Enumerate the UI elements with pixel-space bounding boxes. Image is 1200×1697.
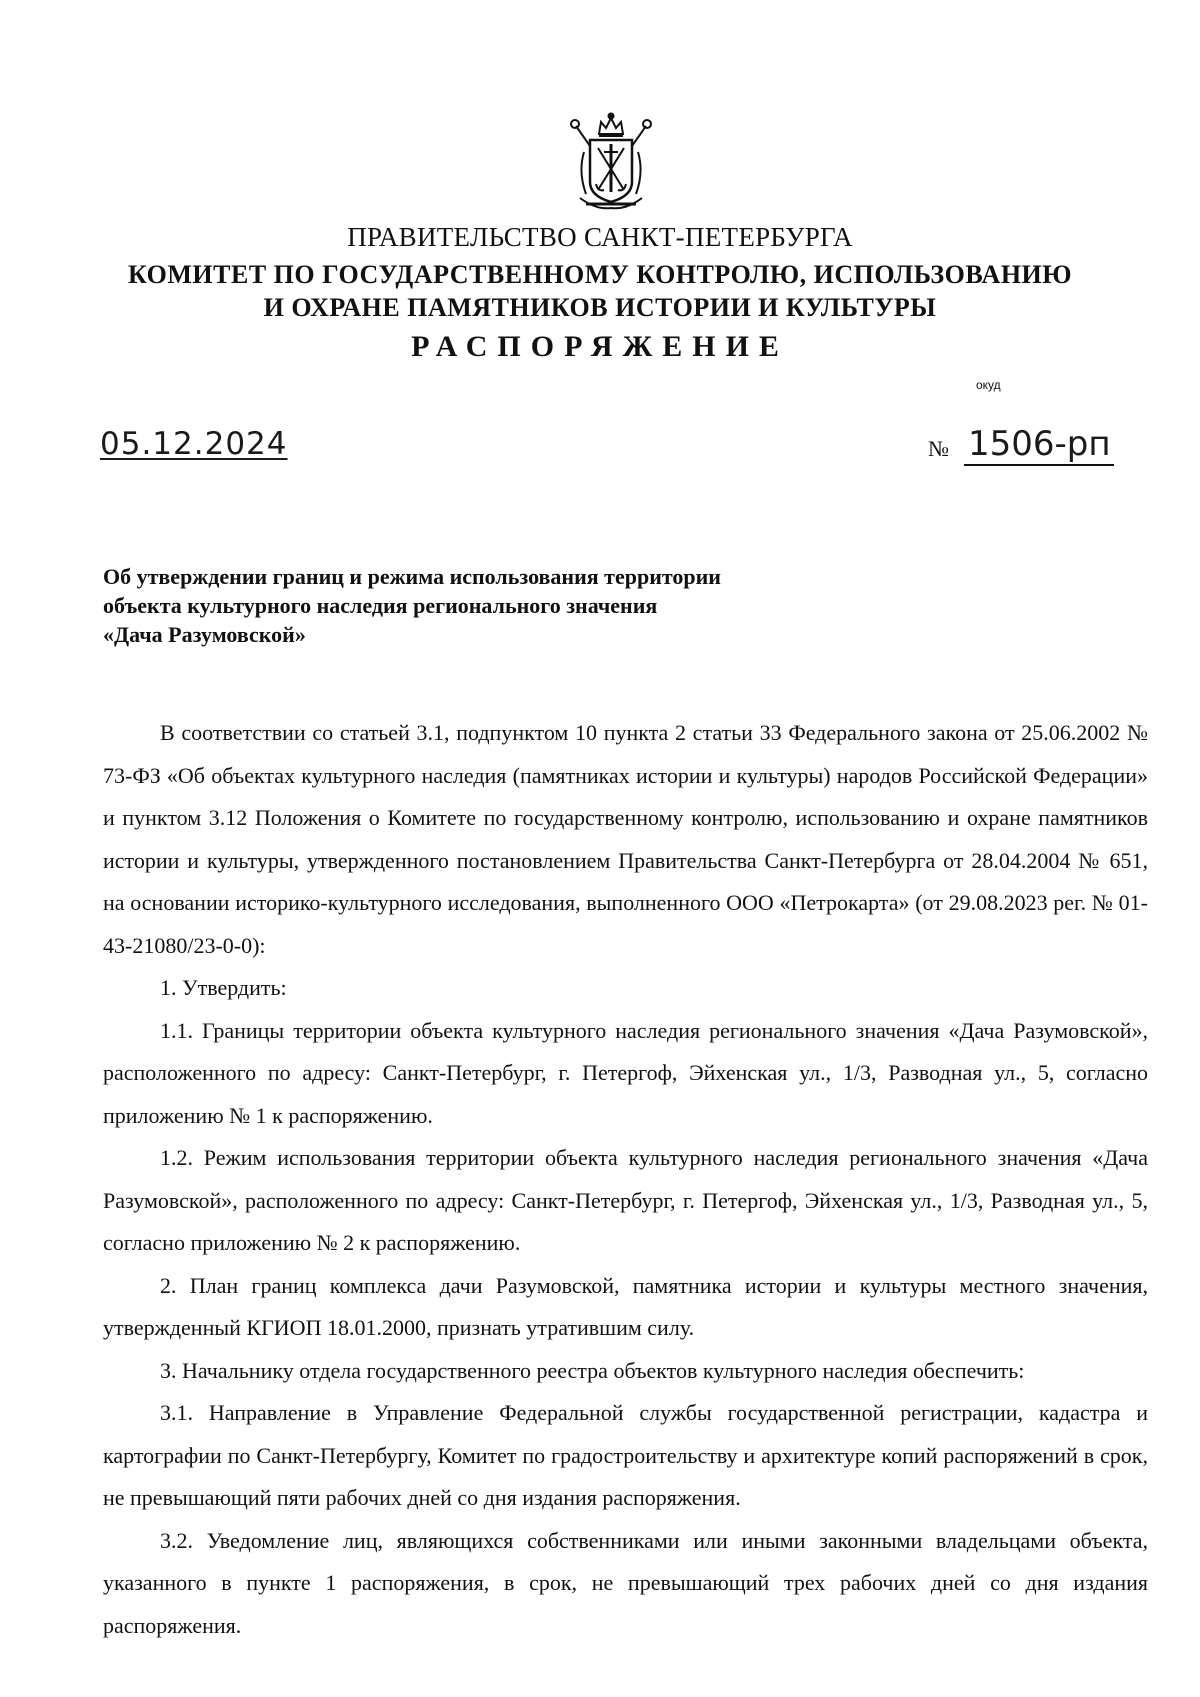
paragraph-1-2: 1.2. Режим использования территории объекта культурного наследия регионального значения «Дача Разумовской», расположенного по адресу: Санкт-Петербург, г. Петергоф, Эйхенская ул., 1/3, Разводная ул., 5, согласно приложению № 2 к распоряжению.: [103, 1145, 1148, 1255]
paragraph-1-1: 1.1. Границы территории объекта культурного наследия регионального значения «Дача Разумовской», расположенного по адресу: Санкт-Петербург, г. Петергоф, Эйхенская ул., 1/3, Разводная ул., 5, согласно приложению № 1 к распоряжению.: [103, 1017, 1148, 1128]
number-sign: №: [928, 436, 949, 461]
number-value: 1506-рп: [968, 424, 1111, 464]
okud-label: окуд: [976, 378, 1001, 392]
document-number: [928, 424, 1118, 484]
document-type: РАСПОРЯЖЕНИЕ: [411, 330, 789, 363]
document-date: 05.12.2024: [100, 426, 288, 462]
number-underline: [964, 464, 1114, 466]
st-petersburg-coat-of-arms-icon: [566, 112, 656, 216]
government-name: ПРАВИТЕЛЬСТВО САНКТ-ПЕТЕРБУРГА: [347, 222, 853, 252]
subject-line: «Дача Разумовской»: [103, 622, 306, 647]
committee-name-line2: И ОХРАНЕ ПАМЯТНИКОВ ИСТОРИИ И КУЛЬТУРЫ: [263, 293, 937, 322]
document-body: [103, 712, 1148, 1647]
paragraph-2: 2. План границ комплекса дачи Разумовской, памятника истории и культуры местного значения, утвержденный КГИОП 18.01.2000, признать утратившим силу.: [103, 1272, 1148, 1340]
document-subject: [103, 562, 903, 649]
paragraph-preamble: В соответствии со статьей 3.1, подпунктом 10 пункта 2 статьи 33 Федерального закона от 25.06.2002 № 73-ФЗ «Об объектах культурного наследия (памятниках истории и культуры) народов Российской Федерации» и пунктом 3.12 Положения о Комитете по государственному контролю, использованию и охране памятников истории и культуры, утвержденного постановлением Правительства Санкт-Петербурга от 28.04.2004 № 651, на основании историко-культурного исследования, выполненного ООО «Петрокарта» (от 29.08.2023 рег. № 01-43-21080/23-0-0):: [103, 720, 1148, 958]
paragraph-1: 1. Утвердить:: [160, 975, 287, 1000]
paragraph-3-2: 3.2. Уведомление лиц, являющихся собственниками или иными законными владельцами объекта, указанного в пункте 1 распоряжения, в срок, не превышающий трех рабочих дней со дня издания распоряжения.: [103, 1527, 1148, 1638]
paragraph-3: 3. Начальнику отдела государственного реестра объектов культурного наследия обеспечить:: [160, 1357, 1025, 1383]
committee-name-line1: КОМИТЕТ ПО ГОСУДАРСТВЕННОМУ КОНТРОЛЮ, ИСПОЛЬЗОВАНИЮ: [127, 260, 1073, 289]
subject-line: объекта культурного наследия регионального значения: [103, 593, 658, 618]
subject-line: Об утверждении границ и режима использования территории: [103, 564, 721, 589]
paragraph-3-1: 3.1. Направление в Управление Федеральной службы государственной регистрации, кадастра и картографии по Санкт-Петербургу, Комитет по градостроительству и архитектуре копий распоряжений в срок, не превышающий пяти рабочих дней со дня издания распоряжения.: [103, 1400, 1148, 1510]
